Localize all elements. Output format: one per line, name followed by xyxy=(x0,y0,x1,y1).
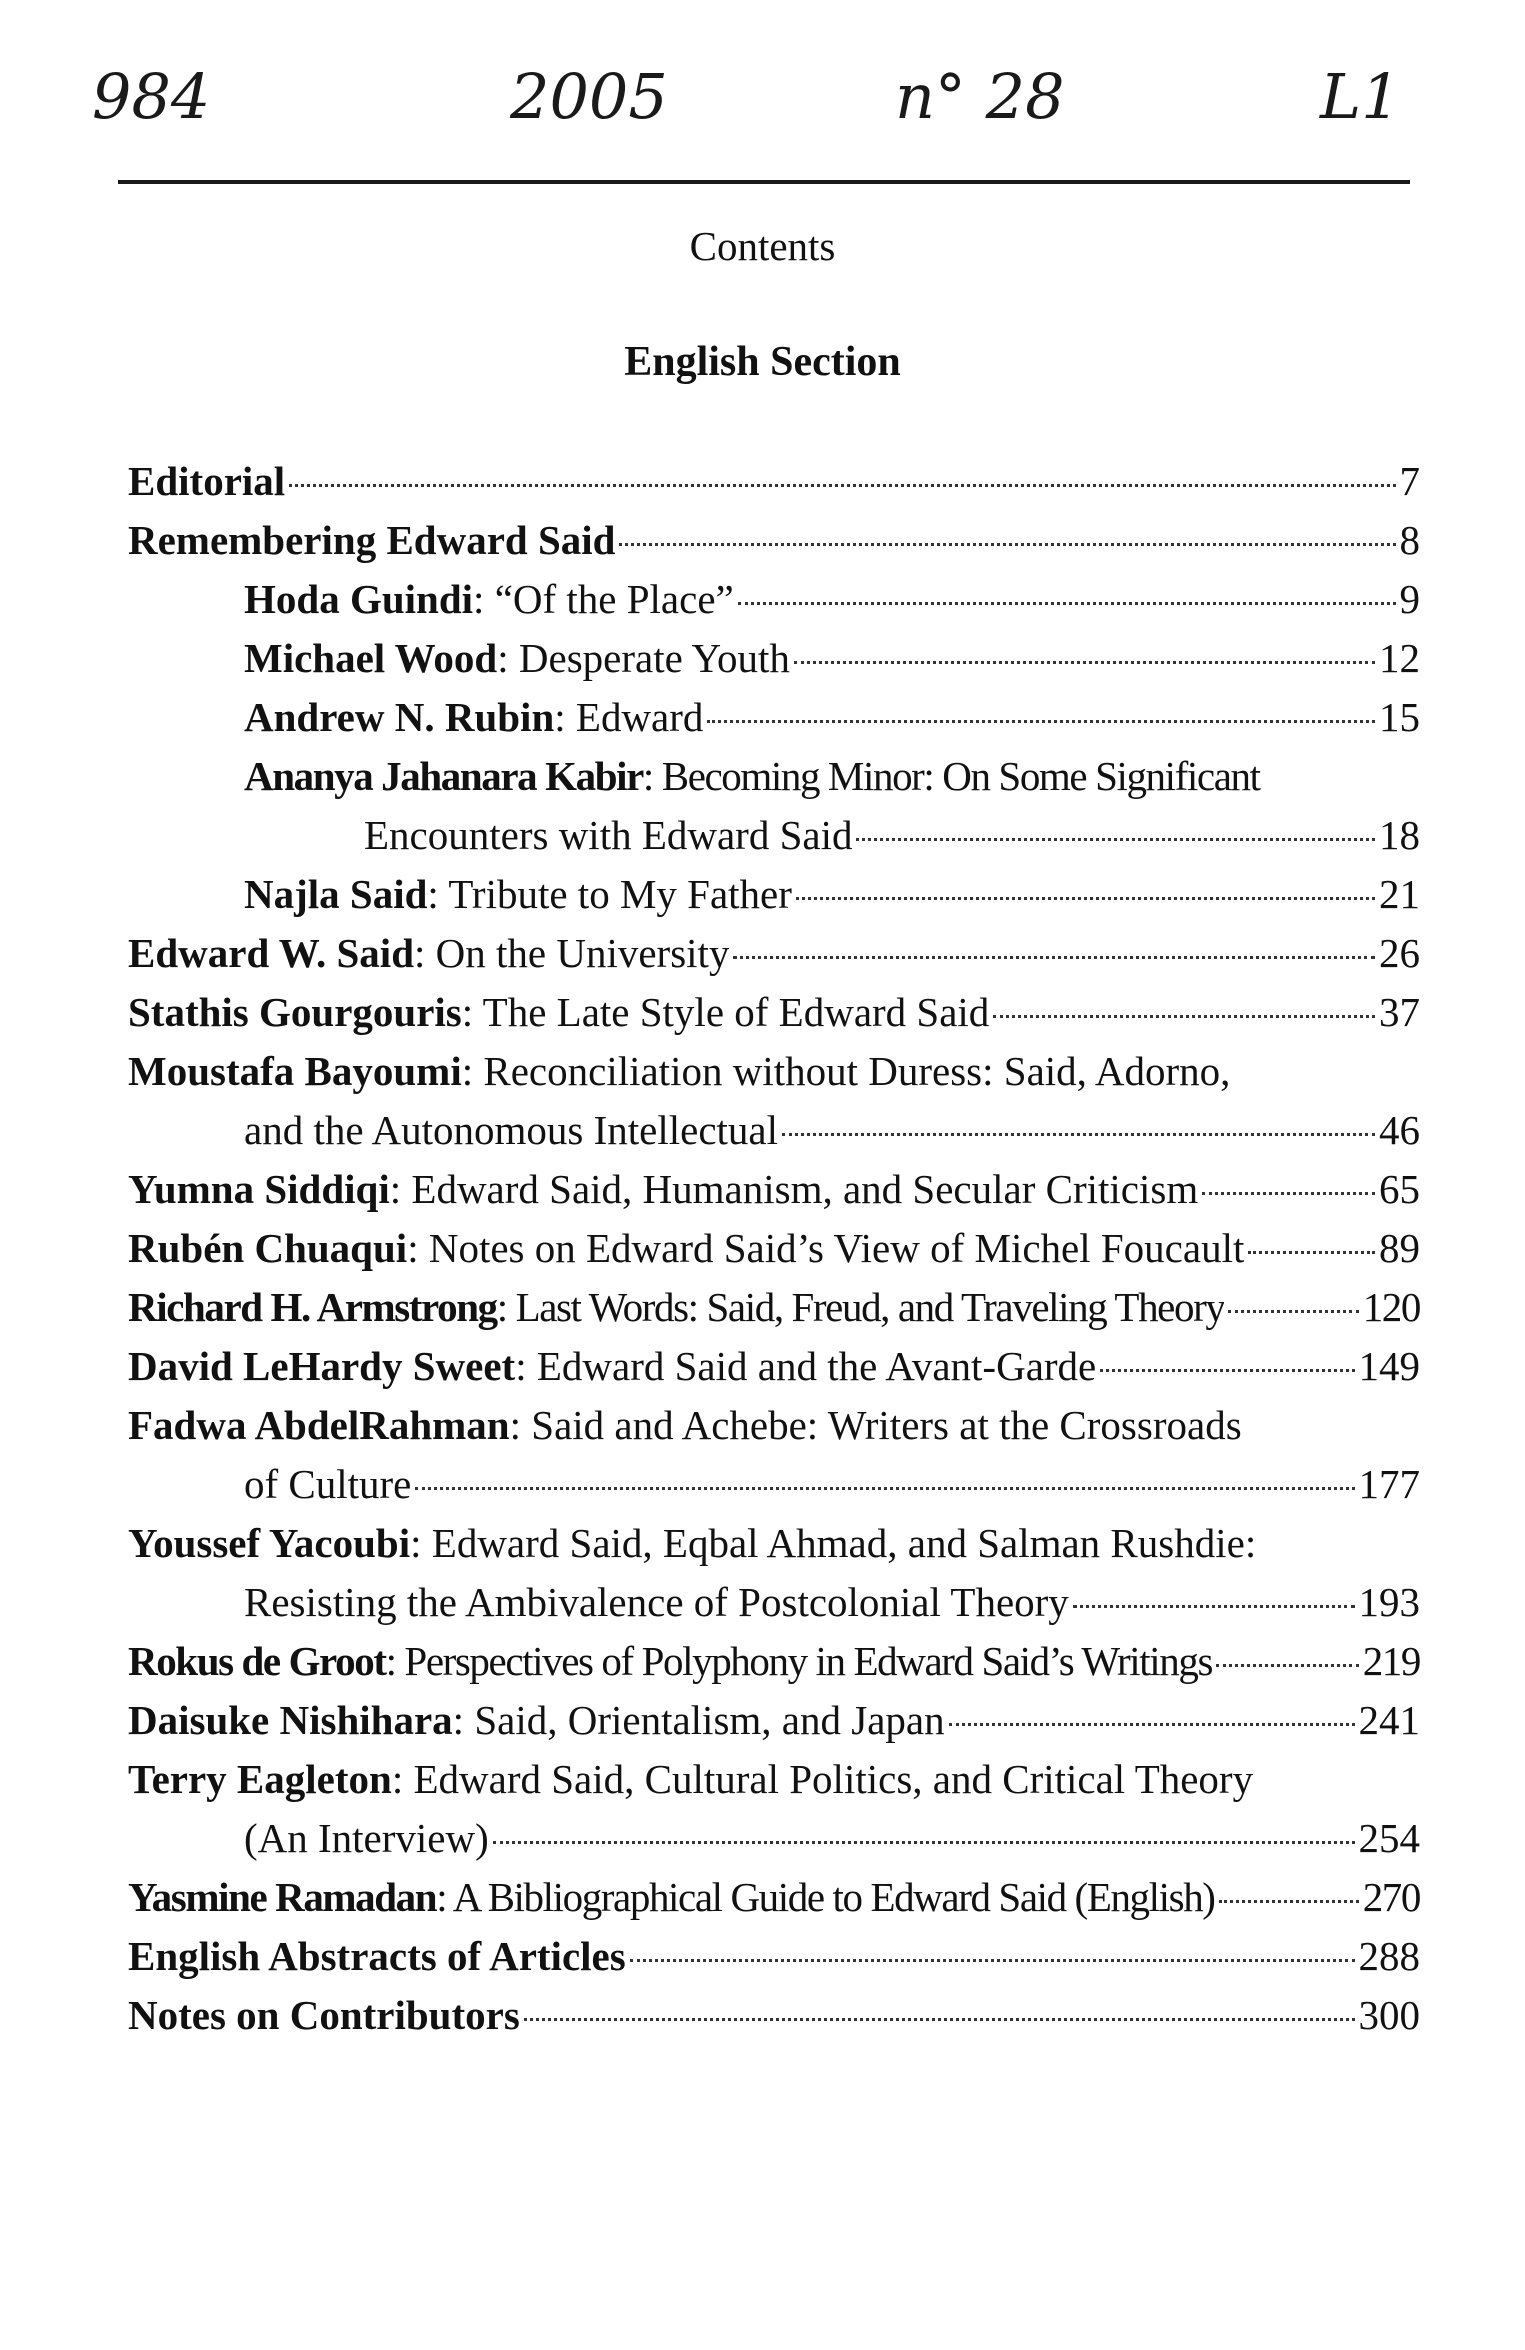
toc-page-number: 219 xyxy=(1362,1638,1420,1684)
toc-title: Encounters with Edward Said xyxy=(364,812,853,858)
toc-title: Desperate Youth xyxy=(518,635,790,681)
toc-page-number: 18 xyxy=(1379,812,1420,858)
toc-separator: : xyxy=(515,1343,537,1389)
dot-leader xyxy=(1248,1251,1375,1254)
toc-separator: : xyxy=(389,1166,412,1212)
toc-entry xyxy=(128,629,1420,688)
toc-author: Youssef Yacoubi xyxy=(128,1520,411,1566)
toc-title: A Bibliographical Guide to Edward Said (English) xyxy=(452,1874,1215,1920)
toc-author: English Abstracts of Articles xyxy=(128,1933,626,1979)
toc-title: and the Autonomous Intellectual xyxy=(244,1107,779,1153)
toc-page-number: 7 xyxy=(1399,458,1420,504)
toc-author: David LeHardy Sweet xyxy=(128,1343,516,1389)
toc-entry-continuation xyxy=(128,1573,1420,1632)
toc-title: of Culture xyxy=(244,1461,412,1507)
toc-entry xyxy=(128,1927,1420,1986)
toc-separator: : xyxy=(642,753,662,799)
toc-entry xyxy=(128,747,1420,806)
toc-title: Reconciliation without Duress: Said, Adorno, xyxy=(483,1048,1231,1094)
toc-page-number: 177 xyxy=(1358,1461,1420,1507)
toc-entry xyxy=(128,1042,1420,1101)
toc-entry xyxy=(128,1160,1420,1219)
toc-title: “Of the Place” xyxy=(494,576,734,622)
header-rule xyxy=(118,180,1410,184)
dot-leader xyxy=(1202,1192,1375,1195)
toc-author: Yumna Siddiqi xyxy=(128,1166,390,1212)
toc-author: Moustafa Bayoumi xyxy=(128,1048,462,1094)
toc-title: The Late Style of Edward Said xyxy=(482,989,990,1035)
toc-author: Editorial xyxy=(128,458,286,504)
toc-page-number: 15 xyxy=(1379,694,1420,740)
toc-author: Yasmine Ramadan xyxy=(128,1874,437,1920)
dot-leader xyxy=(289,484,1395,487)
dot-leader xyxy=(1228,1310,1358,1313)
toc-page-number: 65 xyxy=(1379,1166,1420,1212)
dot-leader xyxy=(1219,1900,1359,1903)
toc-page-number: 89 xyxy=(1379,1225,1420,1271)
dot-leader xyxy=(1216,1664,1359,1667)
toc-separator: : xyxy=(497,635,519,681)
handwritten-mark: L1 xyxy=(1320,60,1401,133)
toc-page-number: 120 xyxy=(1362,1284,1420,1330)
toc-entry xyxy=(128,865,1420,924)
toc-title: Edward xyxy=(575,694,704,740)
toc-separator: : xyxy=(436,1874,453,1920)
toc-entry xyxy=(128,1986,1420,2045)
dot-leader xyxy=(619,543,1395,546)
toc-page-number: 9 xyxy=(1399,576,1420,622)
toc-entry-continuation xyxy=(128,806,1420,865)
toc-author: Daisuke Nishihara xyxy=(128,1697,453,1743)
toc-page-number: 270 xyxy=(1362,1874,1420,1920)
toc-separator: : xyxy=(414,930,436,976)
dot-leader xyxy=(415,1487,1354,1490)
dot-leader xyxy=(707,720,1375,723)
toc-page-number: 193 xyxy=(1358,1579,1420,1625)
toc-title: Last Words: Said, Freud, and Traveling Theory xyxy=(515,1284,1225,1330)
toc-author: Andrew N. Rubin xyxy=(244,694,555,740)
toc-title: Becoming Minor: On Some Significant xyxy=(661,753,1260,799)
toc-separator: : xyxy=(385,1638,405,1684)
toc-page-number: 37 xyxy=(1379,989,1420,1035)
toc-title: Notes on Edward Said’s View of Michel Foucault xyxy=(428,1225,1245,1271)
toc-page-number: 26 xyxy=(1379,930,1420,976)
toc-title: Edward Said and the Avant-Garde xyxy=(536,1343,1097,1389)
toc-separator: : xyxy=(427,871,449,917)
dot-leader xyxy=(782,1133,1375,1136)
dot-leader xyxy=(1073,1605,1355,1608)
toc-separator: : xyxy=(509,1402,532,1448)
dot-leader xyxy=(993,1015,1375,1018)
toc-entry xyxy=(128,570,1420,629)
toc-title: Perspectives of Polyphony in Edward Said’s Writings xyxy=(404,1638,1213,1684)
toc-page-number: 300 xyxy=(1358,1992,1420,2038)
toc-page-number: 241 xyxy=(1358,1697,1420,1743)
toc-separator: : xyxy=(410,1520,432,1566)
toc-author: Terry Eagleton xyxy=(128,1756,392,1802)
section-title: English Section xyxy=(624,339,901,385)
toc-entry xyxy=(128,1219,1420,1278)
toc-separator: : xyxy=(391,1756,414,1802)
toc-separator: : xyxy=(496,1284,516,1330)
toc-entry xyxy=(128,1868,1420,1927)
toc-author: Edward W. Said xyxy=(128,930,414,976)
toc-page-number: 149 xyxy=(1358,1343,1420,1389)
toc-author: Fadwa AbdelRahman xyxy=(128,1402,510,1448)
toc-entry xyxy=(128,511,1420,570)
toc-title: Tribute to My Father xyxy=(448,871,792,917)
toc-title: On the University xyxy=(435,930,730,976)
dot-leader xyxy=(524,2018,1355,2021)
toc-page-number: 12 xyxy=(1379,635,1420,681)
toc-author: Michael Wood xyxy=(244,635,498,681)
toc-author: Rubén Chuaqui xyxy=(128,1225,408,1271)
toc-entry xyxy=(128,688,1420,747)
toc-entry-continuation xyxy=(128,1101,1420,1160)
dot-leader xyxy=(733,956,1375,959)
toc-entry-continuation xyxy=(128,1809,1420,1868)
page-title: Contents xyxy=(689,223,836,269)
toc-page-number: 46 xyxy=(1379,1107,1420,1153)
table-of-contents xyxy=(128,452,1420,2045)
toc-entry xyxy=(128,924,1420,983)
dot-leader xyxy=(794,661,1375,664)
toc-separator: : xyxy=(473,576,495,622)
dot-leader xyxy=(856,838,1375,841)
dot-leader xyxy=(630,1959,1355,1962)
toc-entry xyxy=(128,1750,1420,1809)
toc-separator: : xyxy=(407,1225,429,1271)
toc-title: Said, Orientalism, and Japan xyxy=(474,1697,945,1743)
toc-separator: : xyxy=(554,694,576,740)
toc-page-number: 21 xyxy=(1379,871,1420,917)
toc-title: Said and Achebe: Writers at the Crossroads xyxy=(531,1402,1242,1448)
toc-separator: : xyxy=(461,989,483,1035)
toc-entry-continuation xyxy=(128,1455,1420,1514)
toc-entry xyxy=(128,1691,1420,1750)
toc-entry xyxy=(128,983,1420,1042)
dot-leader xyxy=(493,1841,1355,1844)
toc-entry xyxy=(128,1632,1420,1691)
dot-leader xyxy=(796,897,1375,900)
dot-leader xyxy=(949,1723,1355,1726)
handwritten-call-number: 984 xyxy=(92,60,211,133)
toc-page-number: 288 xyxy=(1358,1933,1420,1979)
toc-title: Resisting the Ambivalence of Postcolonial Theory xyxy=(244,1579,1069,1625)
toc-entry xyxy=(128,1278,1420,1337)
handwritten-issue: n° 28 xyxy=(895,60,1065,133)
handwritten-year: 2005 xyxy=(510,60,668,133)
toc-title: Edward Said, Cultural Politics, and Critical Theory xyxy=(413,1756,1254,1802)
toc-page-number: 254 xyxy=(1358,1815,1420,1861)
toc-author: Notes on Contributors xyxy=(128,1992,520,2038)
toc-entry xyxy=(128,1514,1420,1573)
toc-page-number: 8 xyxy=(1399,517,1420,563)
toc-author: Remembering Edward Said xyxy=(128,517,616,563)
toc-author: Rokus de Groot xyxy=(128,1638,386,1684)
toc-entry xyxy=(128,1337,1420,1396)
toc-entry xyxy=(128,1396,1420,1455)
toc-author: Hoda Guindi xyxy=(244,576,474,622)
dot-leader xyxy=(738,602,1396,605)
toc-title: (An Interview) xyxy=(244,1815,489,1861)
toc-entry xyxy=(128,452,1420,511)
toc-author: Ananya Jahanara Kabir xyxy=(244,753,643,799)
toc-author: Najla Said xyxy=(244,871,428,917)
dot-leader xyxy=(1100,1369,1354,1372)
toc-author: Stathis Gourgouris xyxy=(128,989,462,1035)
toc-title: Edward Said, Humanism, and Secular Criticism xyxy=(411,1166,1199,1212)
toc-title: Edward Said, Eqbal Ahmad, and Salman Rushdie: xyxy=(431,1520,1257,1566)
toc-author: Richard H. Armstrong xyxy=(128,1284,497,1330)
toc-separator: : xyxy=(452,1697,475,1743)
toc-separator: : xyxy=(461,1048,484,1094)
